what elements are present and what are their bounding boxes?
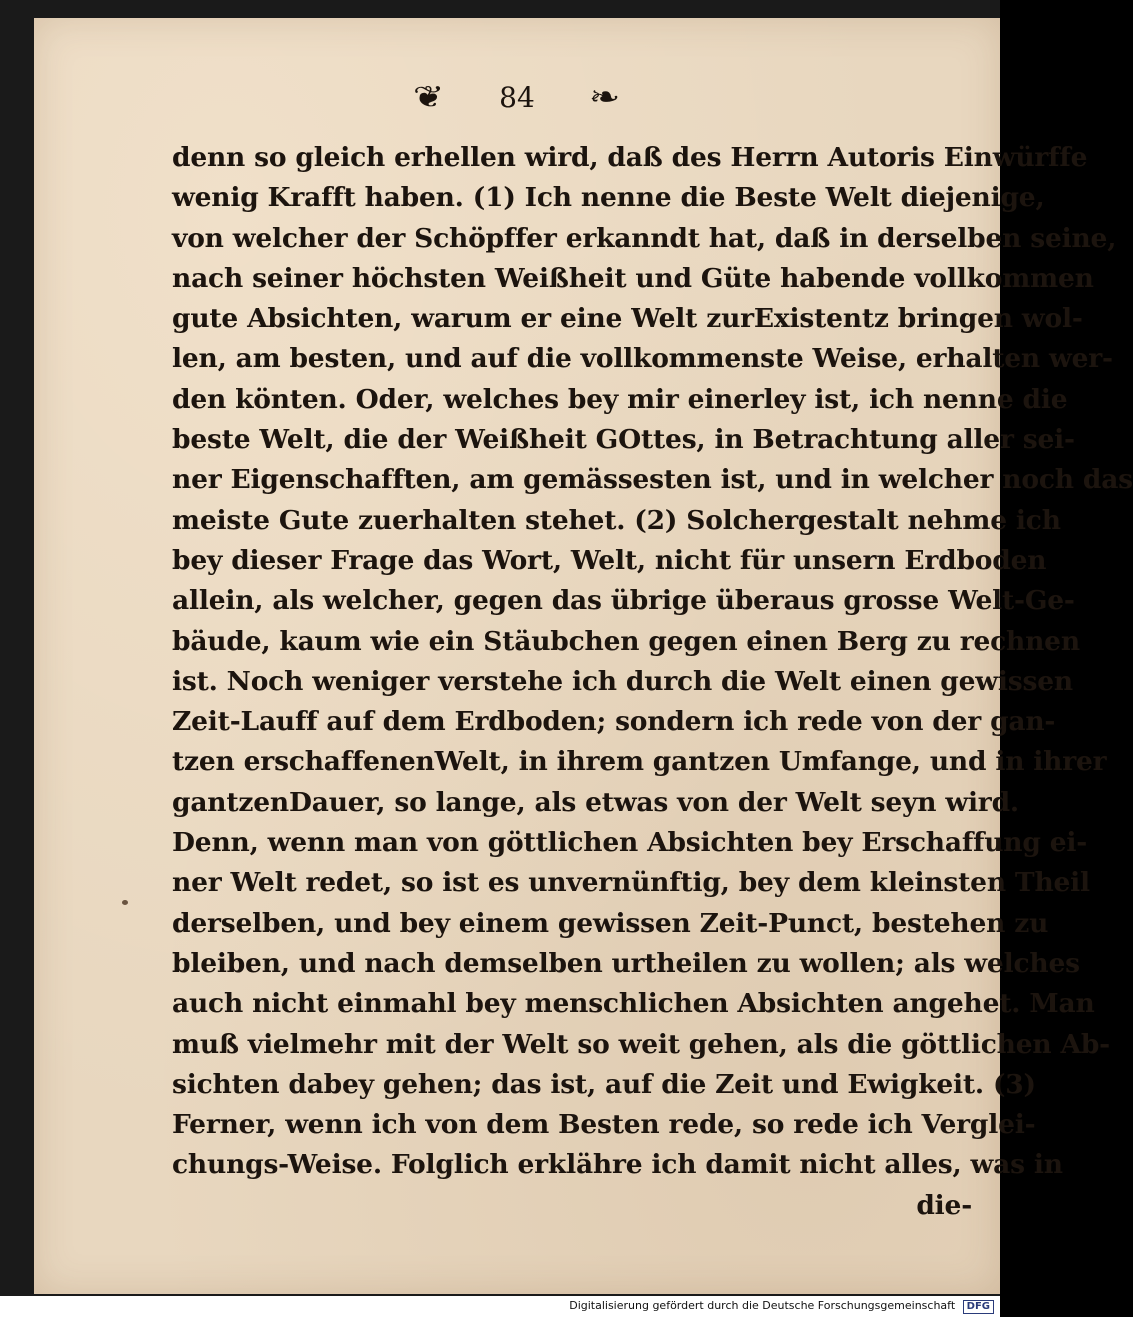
- fleuron-right-icon: ❧: [589, 79, 621, 115]
- text-line: meiste Gute zuerhalten stehet. (2) Solchergestalt nehme ich: [172, 504, 1061, 536]
- text-line: von welcher der Schöpffer erkanndt hat, daß in derselben seine,: [172, 222, 1117, 254]
- text-line: muß vielmehr mit der Welt so weit gehen, als die göttlichen Ab-: [172, 1028, 1110, 1060]
- text-line: den könten. Oder, welches bey mir einerley ist, ich nenne die: [172, 383, 1068, 415]
- text-line: denn so gleich erhellen wird, daß des Herrn Autoris Einwürffe: [172, 142, 1088, 173]
- body-text: [172, 138, 1133, 1226]
- funding-credit: [569, 1299, 994, 1314]
- text-line: gute Absichten, warum er eine Welt zurExistentz bringen wol-: [172, 303, 1083, 335]
- text-line: sichten dabey gehen; das ist, auf die Zeit und Ewigkeit. (3): [172, 1068, 1036, 1100]
- funding-credit-text: Digitalisierung gefördert durch die Deutsche Forschungsgemeinschaft: [569, 1299, 956, 1312]
- text-line: auch nicht einmahl bey menschlichen Absichten angehet. Man: [172, 988, 1095, 1020]
- text-line: len, am besten, und auf die vollkommenste Weise, erhalten wer-: [172, 343, 1113, 375]
- page-number: 84: [499, 80, 535, 114]
- text-line: gantzenDauer, so lange, als etwas von der Welt seyn wird.: [172, 786, 1019, 818]
- text-line: ner Welt redet, so ist es unvernünftig, bey dem kleinsten Theil: [172, 867, 1090, 899]
- text-line: allein, als welcher, gegen das übrige überaus grosse Welt-Ge-: [172, 585, 1075, 617]
- dfg-logo: DFG: [963, 1300, 994, 1314]
- text-line: derselben, und bey einem gewissen Zeit-Punct, bestehen zu: [172, 907, 1049, 939]
- digitization-footer: [0, 1296, 1000, 1317]
- text-line: Ferner, wenn ich von dem Besten rede, so rede ich Verglei-: [172, 1109, 1036, 1141]
- text-line: chungs-Weise. Folglich erklähre ich damit nicht alles, was in: [172, 1149, 1063, 1181]
- text-line: ist. Noch weniger verstehe ich durch die Welt einen gewissen: [172, 665, 1073, 697]
- text-line: bleiben, und nach demselben urtheilen zu wollen; als welches: [172, 947, 1080, 979]
- text-line: bey dieser Frage das Wort, Welt, nicht für unsern Erdboden: [172, 544, 1047, 576]
- text-line: ner Eigenschafften, am gemässesten ist, und in welcher noch das: [172, 464, 1133, 496]
- text-line: tzen erschaffenenWelt, in ihrem gantzen Umfange, und in ihrer: [172, 746, 1107, 778]
- ink-speck: [122, 900, 128, 905]
- text-line: wenig Krafft haben. (1) Ich nenne die Beste Welt diejenige,: [172, 182, 1045, 214]
- catchword: die-: [916, 1189, 972, 1221]
- text-line: bäude, kaum wie ein Stäubchen gegen einen Berg zu rechnen: [172, 625, 1080, 657]
- text-line: Zeit-Lauff auf dem Erdboden; sondern ich rede von der gan-: [172, 706, 1056, 738]
- text-line: Denn, wenn man von göttlichen Absichten bey Erschaffung ei-: [172, 827, 1088, 859]
- text-line: beste Welt, die der Weißheit GOttes, in Betrachtung aller sei-: [172, 424, 1075, 456]
- page-header: [34, 78, 1000, 126]
- fleuron-left-icon: ❦: [413, 79, 445, 115]
- text-line: nach seiner höchsten Weißheit und Güte habende vollkommen: [172, 262, 1094, 294]
- book-page: [34, 18, 1133, 1294]
